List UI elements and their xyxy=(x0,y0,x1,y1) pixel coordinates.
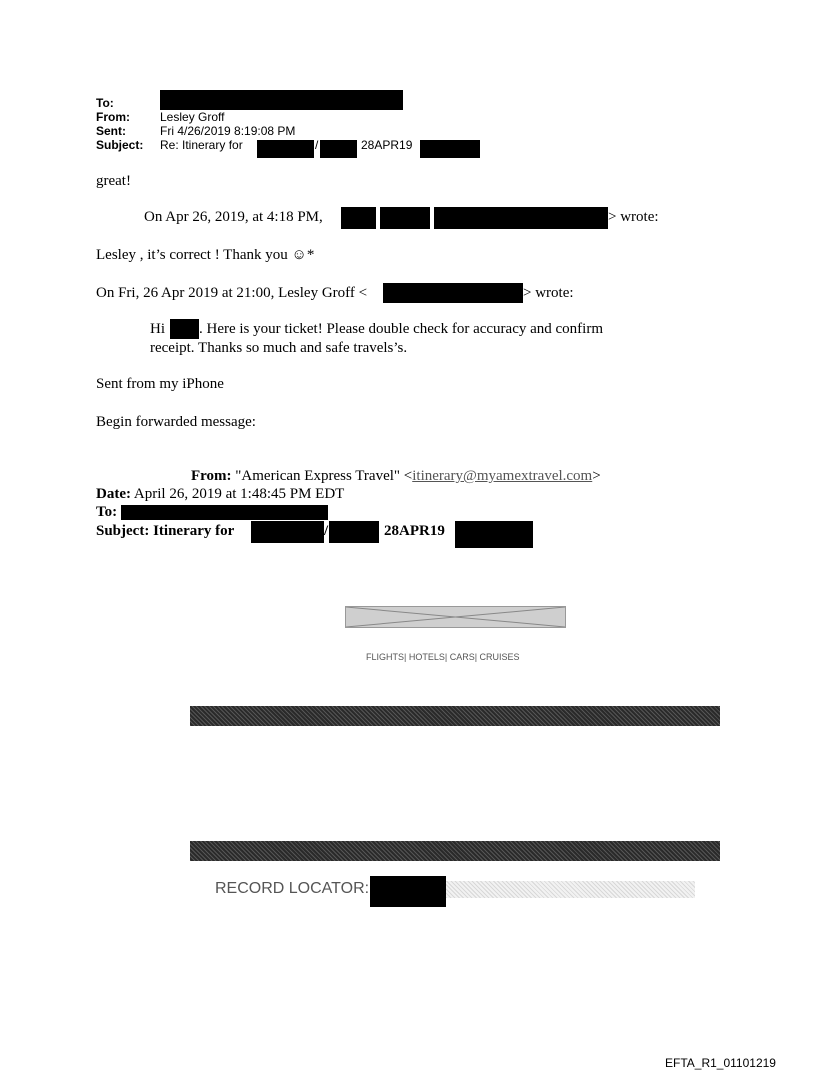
record-locator-bar xyxy=(446,881,695,898)
bates-number: EFTA_R1_01101219 xyxy=(665,1056,776,1070)
fwd-to-label: To: xyxy=(96,504,118,520)
fwd-date-line xyxy=(96,486,344,503)
redaction-to xyxy=(160,90,403,110)
quote2-prefix: On Fri, 26 Apr 2019 at 21:00, Lesley Groff < xyxy=(96,285,368,301)
hi-prefix: Hi xyxy=(150,321,165,337)
fwd-from-name: "American Express Travel" < xyxy=(235,468,413,484)
redaction-fwd-subject-2 xyxy=(329,521,379,543)
reply-line: Lesley , it’s correct ! Thank you ☺* xyxy=(96,247,315,263)
banner-bar-top xyxy=(190,706,720,726)
redaction-fwd-subject-1 xyxy=(251,521,324,543)
fwd-from-close: > xyxy=(592,468,601,484)
from-label: From: xyxy=(96,110,130,124)
redaction-hi-name xyxy=(170,319,199,339)
redaction-subject-3 xyxy=(420,140,480,158)
fwd-from-email[interactable]: itinerary@myamextravel.com xyxy=(412,468,593,484)
redaction-fwd-to xyxy=(121,505,328,520)
subject-label: Subject: xyxy=(96,138,144,152)
fwd-date-value: April 26, 2019 at 1:48:45 PM EDT xyxy=(133,486,345,502)
sent-label: Sent: xyxy=(96,124,126,138)
redaction-subject-2 xyxy=(320,140,357,158)
hi-rest: . Here is your ticket! Please double check for accuracy and confirm xyxy=(199,321,603,337)
redaction-fwd-subject-3 xyxy=(455,521,533,548)
subject-date: 28APR19 xyxy=(361,138,413,152)
fwd-from-label: From: xyxy=(191,468,232,484)
fwd-subject-label: Subject: Itinerary for xyxy=(96,523,235,539)
begin-forwarded: Begin forwarded message: xyxy=(96,414,256,430)
hi-line2: receipt. Thanks so much and safe travels’s. xyxy=(150,340,408,356)
sent-from-iphone: Sent from my iPhone xyxy=(96,376,224,392)
redaction-quote2 xyxy=(383,283,523,303)
quote1-prefix: On Apr 26, 2019, at 4:18 PM, xyxy=(144,209,323,225)
sent-value: Fri 4/26/2019 8:19:08 PM xyxy=(160,124,296,138)
subject-separator: / xyxy=(315,138,319,152)
fwd-from-line xyxy=(191,468,601,485)
redaction-record-locator xyxy=(370,876,446,907)
banner-bar-bottom xyxy=(190,841,720,861)
redaction-subject-1 xyxy=(257,140,314,158)
from-value: Lesley Groff xyxy=(160,110,225,124)
nav-links[interactable]: FLIGHTS| HOTELS| CARS| CRUISES xyxy=(366,652,520,662)
fwd-date-label: Date: xyxy=(96,486,131,502)
to-label: To: xyxy=(96,96,114,110)
subject-prefix: Re: Itinerary for xyxy=(160,138,243,152)
body-great: great! xyxy=(96,173,131,189)
redaction-quote1-3 xyxy=(434,207,608,229)
broken-image-icon xyxy=(345,606,566,628)
quote2-suffix: > wrote: xyxy=(523,285,574,301)
redaction-quote1-1 xyxy=(341,207,376,229)
fwd-subject-date: 28APR19 xyxy=(384,523,445,539)
quote1-suffix: > wrote: xyxy=(608,209,659,225)
fwd-subject-separator: / xyxy=(324,523,329,539)
redaction-quote1-2 xyxy=(380,207,430,229)
record-locator-label: RECORD LOCATOR: xyxy=(215,880,370,897)
